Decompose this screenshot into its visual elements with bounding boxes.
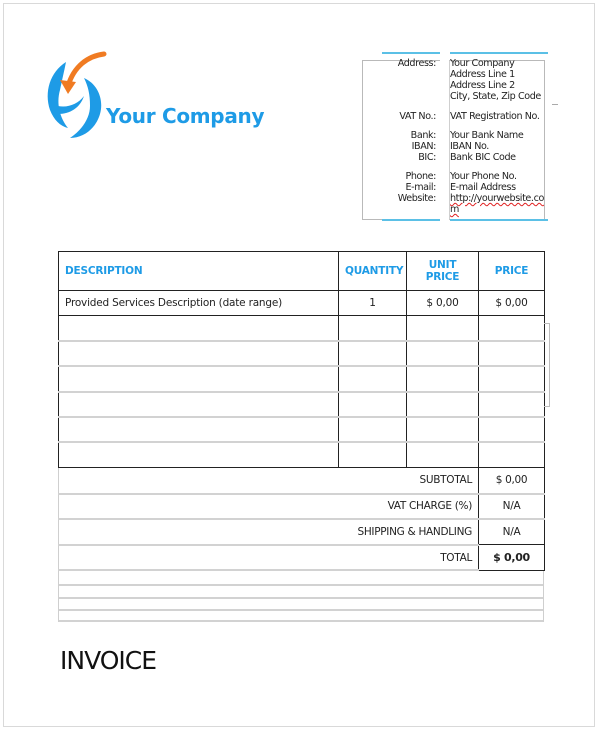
- total-label: TOTAL: [59, 545, 479, 571]
- address-line-1-field[interactable]: Address Line 1: [450, 69, 515, 80]
- item-description[interactable]: [59, 341, 339, 366]
- item-price[interactable]: [479, 417, 545, 442]
- item-unit-price[interactable]: [407, 316, 479, 341]
- items-table: [58, 251, 545, 468]
- table-row: [59, 316, 545, 341]
- item-quantity[interactable]: [339, 366, 407, 391]
- vat-charge-value[interactable]: N/A: [479, 494, 545, 520]
- vat-field[interactable]: VAT Registration No.: [450, 111, 540, 122]
- item-description[interactable]: [59, 366, 339, 391]
- iban-field[interactable]: IBAN No.: [450, 141, 489, 152]
- company-details-values: [450, 58, 550, 215]
- bic-label: BIC:: [418, 152, 436, 163]
- table-row: [59, 417, 545, 442]
- email-label: E-mail:: [405, 182, 436, 193]
- table-row: [59, 366, 545, 391]
- item-quantity[interactable]: [339, 417, 407, 442]
- item-description[interactable]: [59, 392, 339, 417]
- totals-table: [58, 468, 545, 571]
- rule-line: [382, 219, 440, 221]
- item-price[interactable]: [479, 366, 545, 391]
- shipping-label: SHIPPING & HANDLING: [59, 519, 479, 545]
- item-price[interactable]: [479, 442, 545, 467]
- company-name: Your Company: [106, 104, 265, 128]
- rule-line: [450, 219, 548, 221]
- rule-line: [382, 52, 440, 54]
- company-name-field[interactable]: Your Company: [450, 58, 515, 69]
- blank-rows: [58, 571, 544, 622]
- divider: [59, 584, 543, 586]
- bank-label: Bank:: [410, 130, 436, 141]
- address-label: Address:: [397, 58, 436, 69]
- item-unit-price[interactable]: [407, 341, 479, 366]
- items-header-row: [59, 252, 545, 291]
- vat-charge-label: VAT CHARGE (%): [59, 494, 479, 520]
- header-description: DESCRIPTION: [59, 252, 339, 291]
- shipping-row: [59, 519, 545, 545]
- subtotal-row: [59, 468, 545, 494]
- item-price[interactable]: [479, 341, 545, 366]
- header-price: PRICE: [479, 252, 545, 291]
- website-label: Website:: [397, 193, 436, 204]
- item-description[interactable]: Provided Services Description (date range): [59, 291, 339, 316]
- divider: [59, 620, 543, 622]
- side-tick: [552, 104, 558, 105]
- item-unit-price[interactable]: [407, 392, 479, 417]
- swirl-logo-icon: [44, 48, 114, 140]
- table-row: [59, 291, 545, 316]
- address-line-2-field[interactable]: Address Line 2: [450, 80, 515, 91]
- item-description[interactable]: [59, 316, 339, 341]
- subtotal-label: SUBTOTAL: [59, 468, 479, 494]
- total-row: [59, 545, 545, 571]
- city-state-zip-field[interactable]: City, State, Zip Code: [450, 91, 541, 102]
- item-unit-price[interactable]: [407, 366, 479, 391]
- divider: [59, 597, 543, 599]
- vat-label: VAT No.:: [399, 111, 436, 122]
- header-quantity: QUANTITY: [339, 252, 407, 291]
- item-quantity[interactable]: [339, 392, 407, 417]
- item-quantity[interactable]: [339, 341, 407, 366]
- item-quantity[interactable]: [339, 316, 407, 341]
- phone-label: Phone:: [405, 171, 436, 182]
- divider: [59, 609, 543, 611]
- subtotal-value[interactable]: $ 0,00: [479, 468, 545, 494]
- item-description[interactable]: [59, 442, 339, 467]
- item-price[interactable]: $ 0,00: [479, 291, 545, 316]
- table-row: [59, 442, 545, 467]
- item-unit-price[interactable]: [407, 442, 479, 467]
- rule-line: [450, 52, 548, 54]
- item-unit-price[interactable]: [407, 417, 479, 442]
- company-details-labels: [362, 58, 436, 204]
- shipping-value[interactable]: N/A: [479, 519, 545, 545]
- item-quantity[interactable]: 1: [339, 291, 407, 316]
- item-unit-price[interactable]: $ 0,00: [407, 291, 479, 316]
- iban-label: IBAN:: [411, 141, 436, 152]
- vat-row: [59, 494, 545, 520]
- item-description[interactable]: [59, 417, 339, 442]
- website-link[interactable]: http://yourwebsite.com: [450, 193, 544, 215]
- item-price[interactable]: [479, 392, 545, 417]
- header-unit-price: UNIT PRICE: [407, 252, 479, 291]
- email-field[interactable]: E-mail Address: [450, 182, 516, 193]
- row-group-bracket: [544, 323, 550, 407]
- item-quantity[interactable]: [339, 442, 407, 467]
- bank-field[interactable]: Your Bank Name: [450, 130, 524, 141]
- item-price[interactable]: [479, 316, 545, 341]
- table-row: [59, 341, 545, 366]
- phone-field[interactable]: Your Phone No.: [450, 171, 517, 182]
- bic-field[interactable]: Bank BIC Code: [450, 152, 516, 163]
- table-row: [59, 392, 545, 417]
- document-title: INVOICE: [60, 646, 157, 675]
- total-value[interactable]: $ 0,00: [479, 545, 545, 571]
